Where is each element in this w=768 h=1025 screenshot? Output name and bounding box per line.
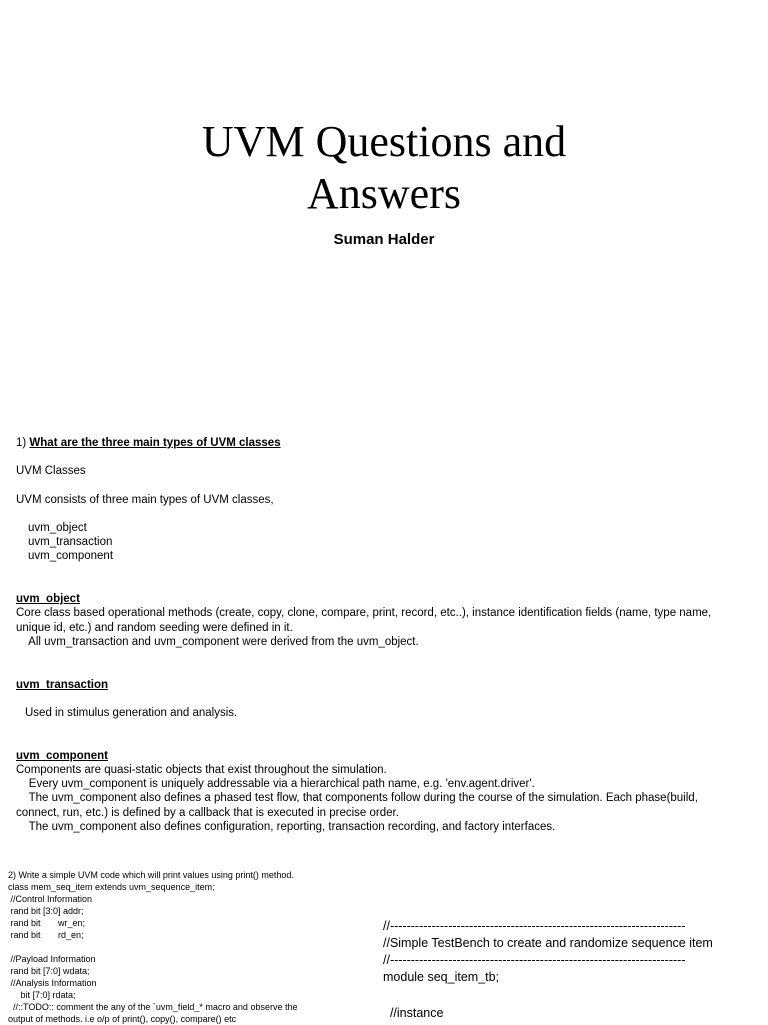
code-line: rand bit [7:0] wdata; bbox=[8, 966, 90, 976]
testbench-code-line: //Simple TestBench to create and randomize sequence item bbox=[383, 936, 713, 950]
testbench-code-line: //instance bbox=[383, 1006, 444, 1020]
uvm-object-heading: uvm_object bbox=[16, 593, 80, 605]
code-line: //Control Information bbox=[8, 894, 93, 904]
author-name: Suman Halder bbox=[333, 231, 435, 248]
uvm-object-line: unique id, etc.) and random seeding were defined in it. bbox=[16, 622, 293, 634]
document-title-line-2: Answers bbox=[307, 169, 461, 218]
document-title-line-1: UVM Questions and bbox=[201, 117, 567, 166]
code-line: //Payload Information bbox=[8, 954, 96, 964]
uvm-component-line: The uvm_component also defines configuration, reporting, transaction recording, and factory interfaces. bbox=[16, 821, 556, 833]
code-line: //::TODO:: comment the any of the `uvm_field_* macro and observe the bbox=[8, 1002, 298, 1012]
code-line: rand bit [3:0] addr; bbox=[8, 906, 84, 916]
class-list-item: uvm_object bbox=[28, 522, 87, 534]
class-list-item: uvm_component bbox=[28, 550, 114, 562]
testbench-code-line: module seq_item_tb; bbox=[383, 970, 500, 984]
code-line: rand bit rd_en; bbox=[8, 930, 84, 940]
question-1-number: 1) bbox=[16, 437, 30, 449]
code-line: //Analysis Information bbox=[8, 978, 97, 988]
testbench-code-line: //----------------------------------------------------------------------- bbox=[383, 953, 686, 967]
code-line: rand bit wr_en; bbox=[8, 918, 86, 928]
uvm-transaction-heading: uvm_transaction bbox=[16, 679, 109, 691]
uvm-transaction-text: Used in stimulus generation and analysis. bbox=[25, 707, 238, 719]
uvm-classes-heading: UVM Classes bbox=[16, 465, 86, 477]
uvm-component-line: Components are quasi-static objects that exist throughout the simulation. bbox=[16, 764, 387, 776]
code-line: output of methods. i.e o/p of print(), copy(), compare() etc bbox=[8, 1014, 237, 1024]
uvm-component-line: The uvm_component also defines a phased test flow, that components follow during the course of the simulation. Each phase(build, bbox=[16, 792, 698, 804]
question-2-text: 2) Write a simple UVM code which will print values using print() method. bbox=[8, 870, 294, 880]
uvm-classes-intro: UVM consists of three main types of UVM classes, bbox=[16, 494, 274, 506]
uvm-object-line: Core class based operational methods (create, copy, clone, compare, print, record, etc..), instance identification fields (name, type name, bbox=[16, 607, 712, 619]
question-1 bbox=[16, 436, 281, 450]
question-1-text: What are the three main types of UVM classes bbox=[29, 437, 281, 449]
uvm-object-line: All uvm_transaction and uvm_component were derived from the uvm_object. bbox=[16, 636, 419, 648]
uvm-component-line: Every uvm_component is uniquely addressable via a hierarchical path name, e.g. 'env.agent.driver'. bbox=[16, 778, 535, 790]
testbench-code-line: //----------------------------------------------------------------------- bbox=[383, 919, 686, 933]
code-line: class mem_seq_item extends uvm_sequence_item; bbox=[8, 882, 215, 892]
code-line: bit [7:0] rdata; bbox=[8, 990, 76, 1000]
class-list-item: uvm_transaction bbox=[28, 536, 113, 548]
uvm-component-heading: uvm_component bbox=[16, 750, 109, 762]
uvm-component-line: connect, run, etc.) is defined by a callback that is executed in precise order. bbox=[16, 807, 399, 819]
